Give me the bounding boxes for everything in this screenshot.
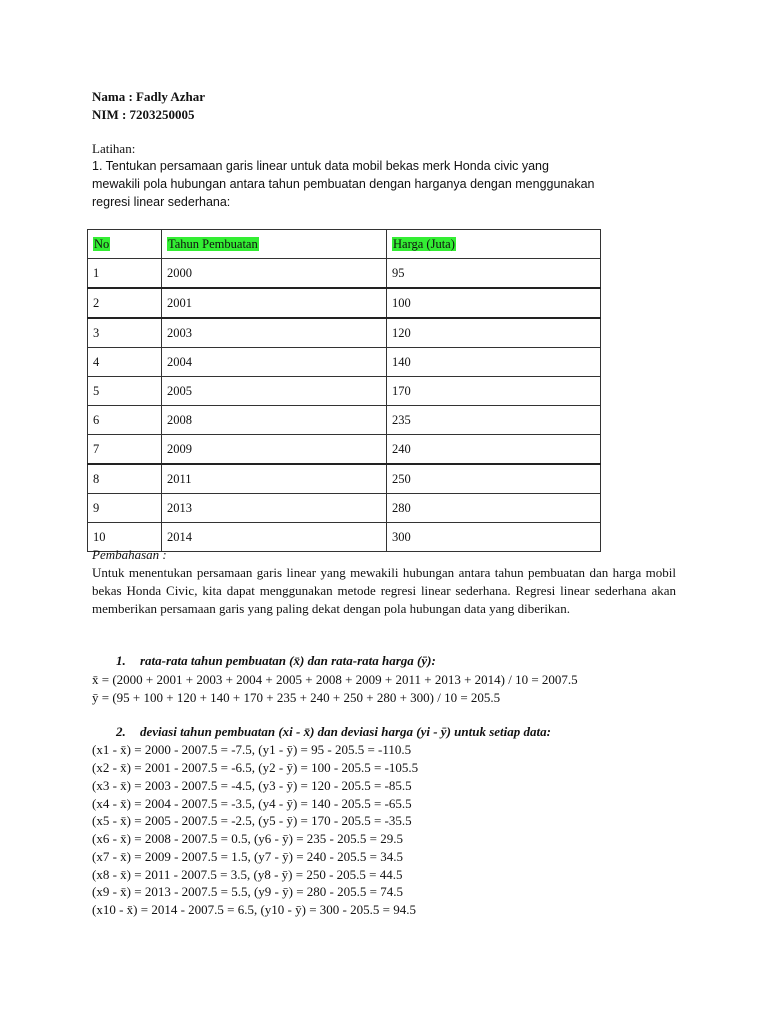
student-name: Nama : Fadly Azhar [92,89,206,104]
row-year: 2000 [162,259,387,289]
row-price: 100 [387,288,601,318]
header-price: Harga (Juta) [393,236,455,251]
row-price: 235 [387,406,601,435]
exercise-question-line: mewakili pola hubungan antara tahun pembuatan dengan harganya dengan menggunakan [92,177,595,191]
row-price: 250 [387,464,601,494]
exercise-question-line: regresi linear sederhana: [92,195,231,209]
row-year: 2004 [162,348,387,377]
row-year: 2009 [162,435,387,465]
row-no: 3 [88,318,162,348]
table-row [88,348,601,377]
row-no: 9 [88,494,162,523]
row-price: 280 [387,494,601,523]
row-year: 2005 [162,377,387,406]
table-header-row [88,230,601,259]
row-no: 1 [88,259,162,289]
row-price: 240 [387,435,601,465]
step2-line: (x9 - x̄) = 2013 - 2007.5 = 5.5, (y9 - ȳ) = 280 - 205.5 = 74.5 [92,884,403,899]
step2-line: (x1 - x̄) = 2000 - 2007.5 = -7.5, (y1 - ȳ) = 95 - 205.5 = -110.5 [92,742,412,757]
row-year: 2001 [162,288,387,318]
step2-line: (x6 - x̄) = 2008 - 2007.5 = 0.5, (y6 - ȳ) = 235 - 205.5 = 29.5 [92,831,403,846]
table-header-cell [162,230,387,259]
row-year: 2014 [162,523,387,552]
step2-line: (x2 - x̄) = 2001 - 2007.5 = -6.5, (y2 - ȳ) = 100 - 205.5 = -105.5 [92,760,419,775]
discussion-paragraph: Untuk menentukan persamaan garis linear yang mewakili hubungan antara tahun pembuatan dan harga mobil bekas Honda Civic, kita dapat menggunakan metode regresi linear sederhana. Regresi linear sederhana akan memberikan persamaan garis yang paling dekat dengan pola hubungan data yang diberikan. [92,565,676,616]
step2-line: (x4 - x̄) = 2004 - 2007.5 = -3.5, (y4 - ȳ) = 140 - 205.5 = -65.5 [92,796,412,811]
row-no: 7 [88,435,162,465]
student-nim: NIM : 7203250005 [92,107,195,122]
step2-heading [116,724,551,740]
row-price: 170 [387,377,601,406]
exercise-question-line: 1. Tentukan persamaan garis linear untuk data mobil bekas merk Honda civic yang [92,159,549,173]
step2-line: (x5 - x̄) = 2005 - 2007.5 = -2.5, (y5 - ȳ) = 170 - 205.5 = -35.5 [92,813,412,828]
table-row [88,318,601,348]
car-price-table [87,229,601,552]
step2-title: deviasi tahun pembuatan (xi - x̄) dan deviasi harga (yi - ȳ) untuk setiap data: [140,724,551,739]
step2-number: 2. [116,724,126,739]
row-year: 2008 [162,406,387,435]
step2-line: (x7 - x̄) = 2009 - 2007.5 = 1.5, (y7 - ȳ) = 240 - 205.5 = 34.5 [92,849,403,864]
table-row [88,288,601,318]
row-no: 10 [88,523,162,552]
row-year: 2003 [162,318,387,348]
row-price: 120 [387,318,601,348]
row-price: 300 [387,523,601,552]
step2-line: (x10 - x̄) = 2014 - 2007.5 = 6.5, (y10 - ȳ) = 300 - 205.5 = 94.5 [92,902,416,917]
table-row [88,494,601,523]
row-no: 2 [88,288,162,318]
header-year: Tahun Pembuatan [168,236,258,251]
header-no: No [94,236,110,251]
step2-line: (x3 - x̄) = 2003 - 2007.5 = -4.5, (y3 - ȳ) = 120 - 205.5 = -85.5 [92,778,412,793]
row-year: 2013 [162,494,387,523]
step1-number: 1. [116,653,126,668]
table-row [88,464,601,494]
step1-title: rata-rata tahun pembuatan (x̄) dan rata-rata harga (ȳ): [140,653,436,668]
step1-heading [116,653,436,669]
table-header-cell [88,230,162,259]
table-row [88,259,601,289]
table-row [88,406,601,435]
row-no: 8 [88,464,162,494]
table-header-cell [387,230,601,259]
table-row [88,377,601,406]
table-row [88,435,601,465]
row-no: 5 [88,377,162,406]
row-price: 95 [387,259,601,289]
step1-line: x̄ = (2000 + 2001 + 2003 + 2004 + 2005 + 2008 + 2009 + 2011 + 2013 + 2014) / 10 = 2007.5 [92,672,578,687]
row-price: 140 [387,348,601,377]
row-no: 4 [88,348,162,377]
step2-line: (x8 - x̄) = 2011 - 2007.5 = 3.5, (y8 - ȳ) = 250 - 205.5 = 44.5 [92,867,403,882]
discussion-title: Pembahasan : [92,547,167,562]
row-year: 2011 [162,464,387,494]
exercise-label: Latihan: [92,141,136,156]
step1-line: ȳ = (95 + 100 + 120 + 140 + 170 + 235 + 240 + 250 + 280 + 300) / 10 = 205.5 [92,690,501,705]
row-no: 6 [88,406,162,435]
